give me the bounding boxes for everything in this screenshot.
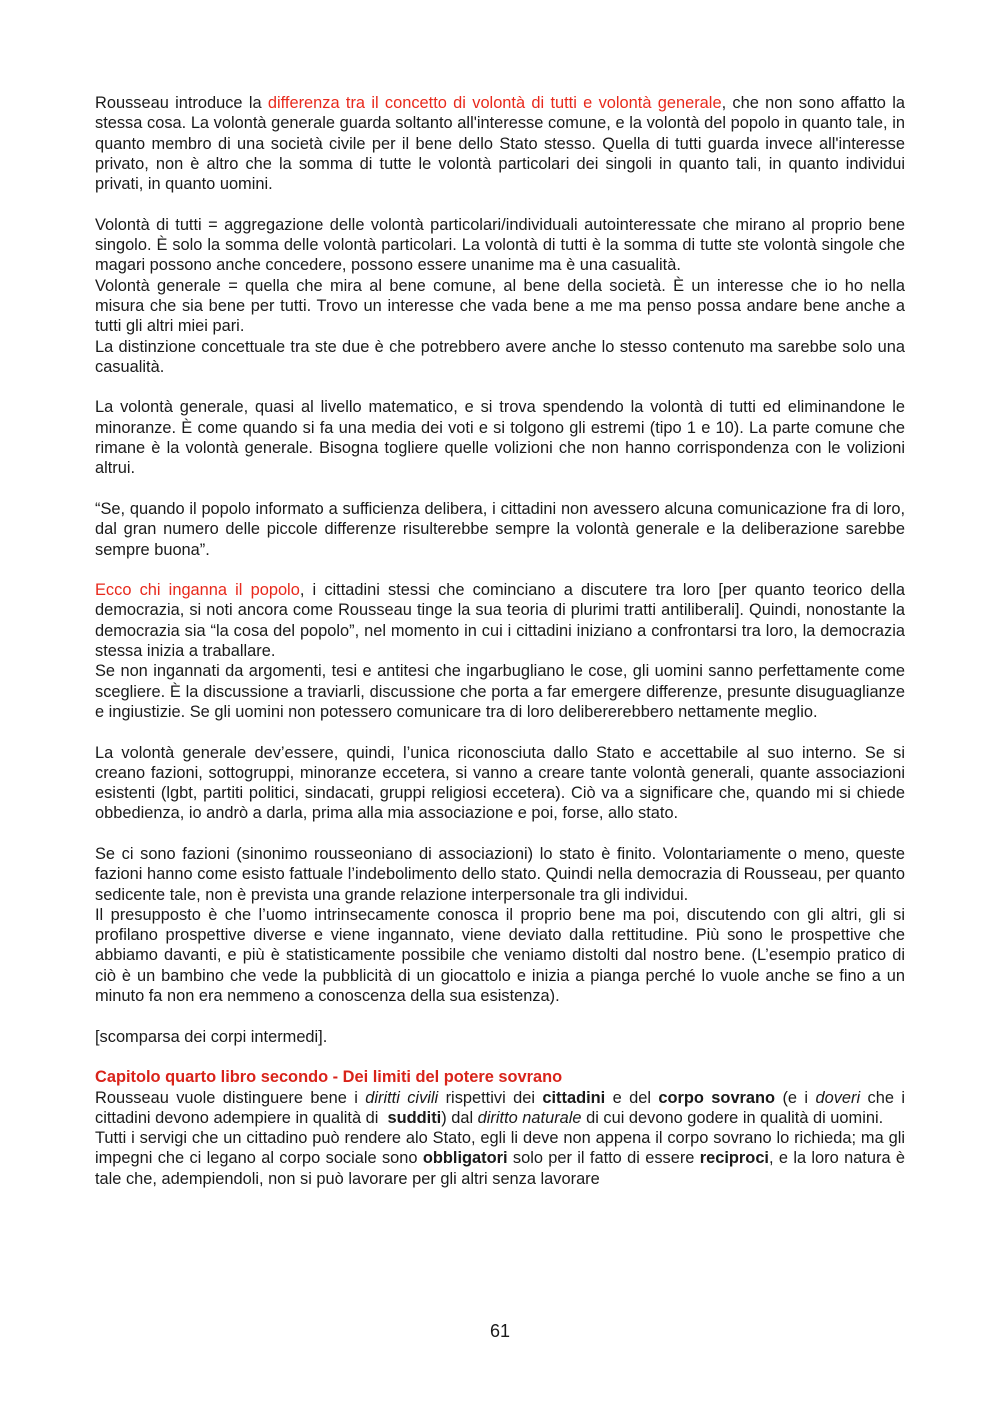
p13-italic-natural-right: diritto naturale — [477, 1108, 582, 1127]
p13-text-7: di cui devono godere in qualità di uomini. — [581, 1108, 884, 1127]
section-heading: Capitolo quarto libro secondo - Dei limiti del potere sovrano — [95, 1068, 563, 1087]
paragraph-13 — [95, 1088, 910, 1129]
paragraph-4: La distinzione concettuale tra ste due è che potrebbero avere anche lo stesso contenuto ma sarebbe solo una casualità. — [95, 337, 905, 376]
p13-text-3: e del — [605, 1088, 659, 1107]
p13-italic-civil-rights: diritti civili — [365, 1088, 439, 1107]
paragraph-12: [scomparsa dei corpi intermedi]. — [95, 1027, 328, 1046]
p14-text-2: solo per il fatto di essere — [507, 1149, 700, 1168]
paragraph-9: La volontà generale dev’essere, quindi, l’unica riconosciuta dallo Stato e accettabile al suo interno. Se si creano fazioni, sottogruppi, minoranze eccetera, si vanno a creare tante volontà generali, quante associazioni esistenti (lgbt, partiti politici, sindacati, gruppi religiosi eccetera). Ciò va a significare che, quando mi si chiede obbedienza, io andrò a darla, prima alla mia associazione e poi, forse, allo stato. — [95, 743, 905, 823]
p13-bold-subjects: sudditi — [387, 1108, 442, 1127]
paragraph-8: Se non ingannati da argomenti, tesi e antitesi che ingarbugliano le cose, gli uomini sanno perfettamente come scegliere. È la discussione a traviarli, discussione che porta a far emergere differenze, presunte disuguaglianze e ingiustizie. Se gli uomini non potessero comunicare tra di loro delibererebbero nettamente meglio. — [95, 662, 905, 721]
highlighted-phrase-deceiver: Ecco chi inganna il popolo — [95, 581, 300, 600]
p13-bold-sovereign-body: corpo sovrano — [658, 1088, 776, 1107]
p13-text-6: ) dal — [441, 1108, 478, 1127]
page-number: 61 — [489, 1321, 511, 1341]
page-body — [95, 93, 910, 1189]
p14-text-1: Tutti i servigi che un cittadino può rendere alo Stato, egli li deve non appena il corpo sovrano lo richieda; ma gli impegni che ci legano al corpo sociale sono — [95, 1129, 905, 1168]
paragraph-5: La volontà generale, quasi al livello matematico, e si trova spendendo la volontà di tutti ed eliminandone le minoranze. È come quando si fa una media dei voti e si tolgono gli estremi (tipo 1 e 10). La parte comune che rimane è la volontà generale. Bisogna togliere quelle volizioni che non hanno corrispondenza con le volizioni altrui. — [95, 398, 905, 478]
p13-text-1: Rousseau vuole distinguere bene i — [95, 1088, 366, 1107]
p13-bold-citizens: cittadini — [542, 1088, 606, 1107]
paragraph-2: Volontà di tutti = aggregazione delle volontà particolari/individuali autointeressate che mirano al proprio bene singolo. È solo la somma delle volontà particolari. La volontà di tutti è la somma di tutte ste volontà singole che magari possono anche concedere, possono essere unanime ma è una casualità. — [95, 215, 905, 275]
p13-text-5: che i cittadini devono adempiere in qualità di — [95, 1088, 910, 1127]
p13-text-4: (e i — [775, 1088, 816, 1107]
paragraph-1 — [95, 93, 905, 194]
p13-text-2: rispettivi dei — [438, 1088, 543, 1107]
paragraph-7 — [95, 580, 905, 661]
paragraph-1-text-b: , che non sono affatto la stessa cosa. La volontà generale guarda soltanto all'interesse comune, e la volontà del popolo in quanto tale, in quanto membro di una società civile per il bene dello Stato stesso. Quella di tutti guarda invece all'interesse privato, non è altro che la somma di tutte le volontà particolari dei singoli in quanto tali, in quanto individui privati, in quanto uomini. — [95, 94, 905, 194]
paragraph-10: Se ci sono fazioni (sinonimo rousseoniano di associazioni) lo stato è finito. Volontariamente o meno, queste fazioni hanno come esisto fattuale l’indebolimento dello stato. Quindi nella democrazia di Rousseau, per quanto sedicente tale, non è prevista una grande relazione interpersonale tra gli individui. — [95, 844, 905, 904]
paragraph-14 — [95, 1128, 905, 1189]
paragraph-1-text-a: Rousseau introduce la — [95, 94, 268, 112]
quote-paragraph: “Se, quando il popolo informato a sufficienza delibera, i cittadini non avessero alcuna comunicazione fra di loro, dal gran numero delle piccole differenze risulterebbe sempre la volontà generale e la deliberazione sarebbe sempre buona”. — [95, 499, 905, 559]
p14-text-3: , e la loro natura è tale che, adempiendoli, non si può lavorare per gli altri senza lavorare — [95, 1149, 906, 1188]
paragraph-11: Il presupposto è che l’uomo intrinsecamente conosca il proprio bene ma poi, discutendo con gli altri, gli si profilano prospettive diverse e viene ingannato, viene deviato dalla rettitudine. Più sono le prospettive che abbiamo davanti, e più è statisticamente possibile che veniamo distolti dal nostro bene. (L’esempio pratico di ciò è un bambino che vede la pubblicità di un giocattolo e inizia a pianga perché lo vuole anche se fino a un minuto fa non era nemmeno a conoscenza della sua esistenza). — [95, 905, 905, 1006]
paragraph-3: Volontà generale = quella che mira al bene comune, al bene della società. È un interesse che io ho nella misura che sia bene per tutti. Trovo un interesse che vada bene a me ma penso possa andare bene anche a tutti gli altri miei pari. — [95, 276, 905, 336]
highlighted-phrase-will-difference: differenza tra il concetto di volontà di tutti e volontà generale — [267, 94, 722, 112]
p14-bold-reciprocal: reciproci — [699, 1149, 769, 1168]
p14-bold-obligatory: obbligatori — [422, 1149, 508, 1168]
paragraph-7-text: , i cittadini stessi che cominciano a discutere tra loro [per quanto teorico della democrazia, si noti ancora come Rousseau tinge la sua teoria di plurimi tratti antiliberali]. Quindi, nonostante la democrazia sia “la cosa del popolo”, nel momento in cui i cittadini iniziano a confrontarsi tra loro, la democrazia stessa inizia a traballare. — [95, 581, 906, 661]
p13-italic-duties: doveri — [815, 1088, 861, 1107]
